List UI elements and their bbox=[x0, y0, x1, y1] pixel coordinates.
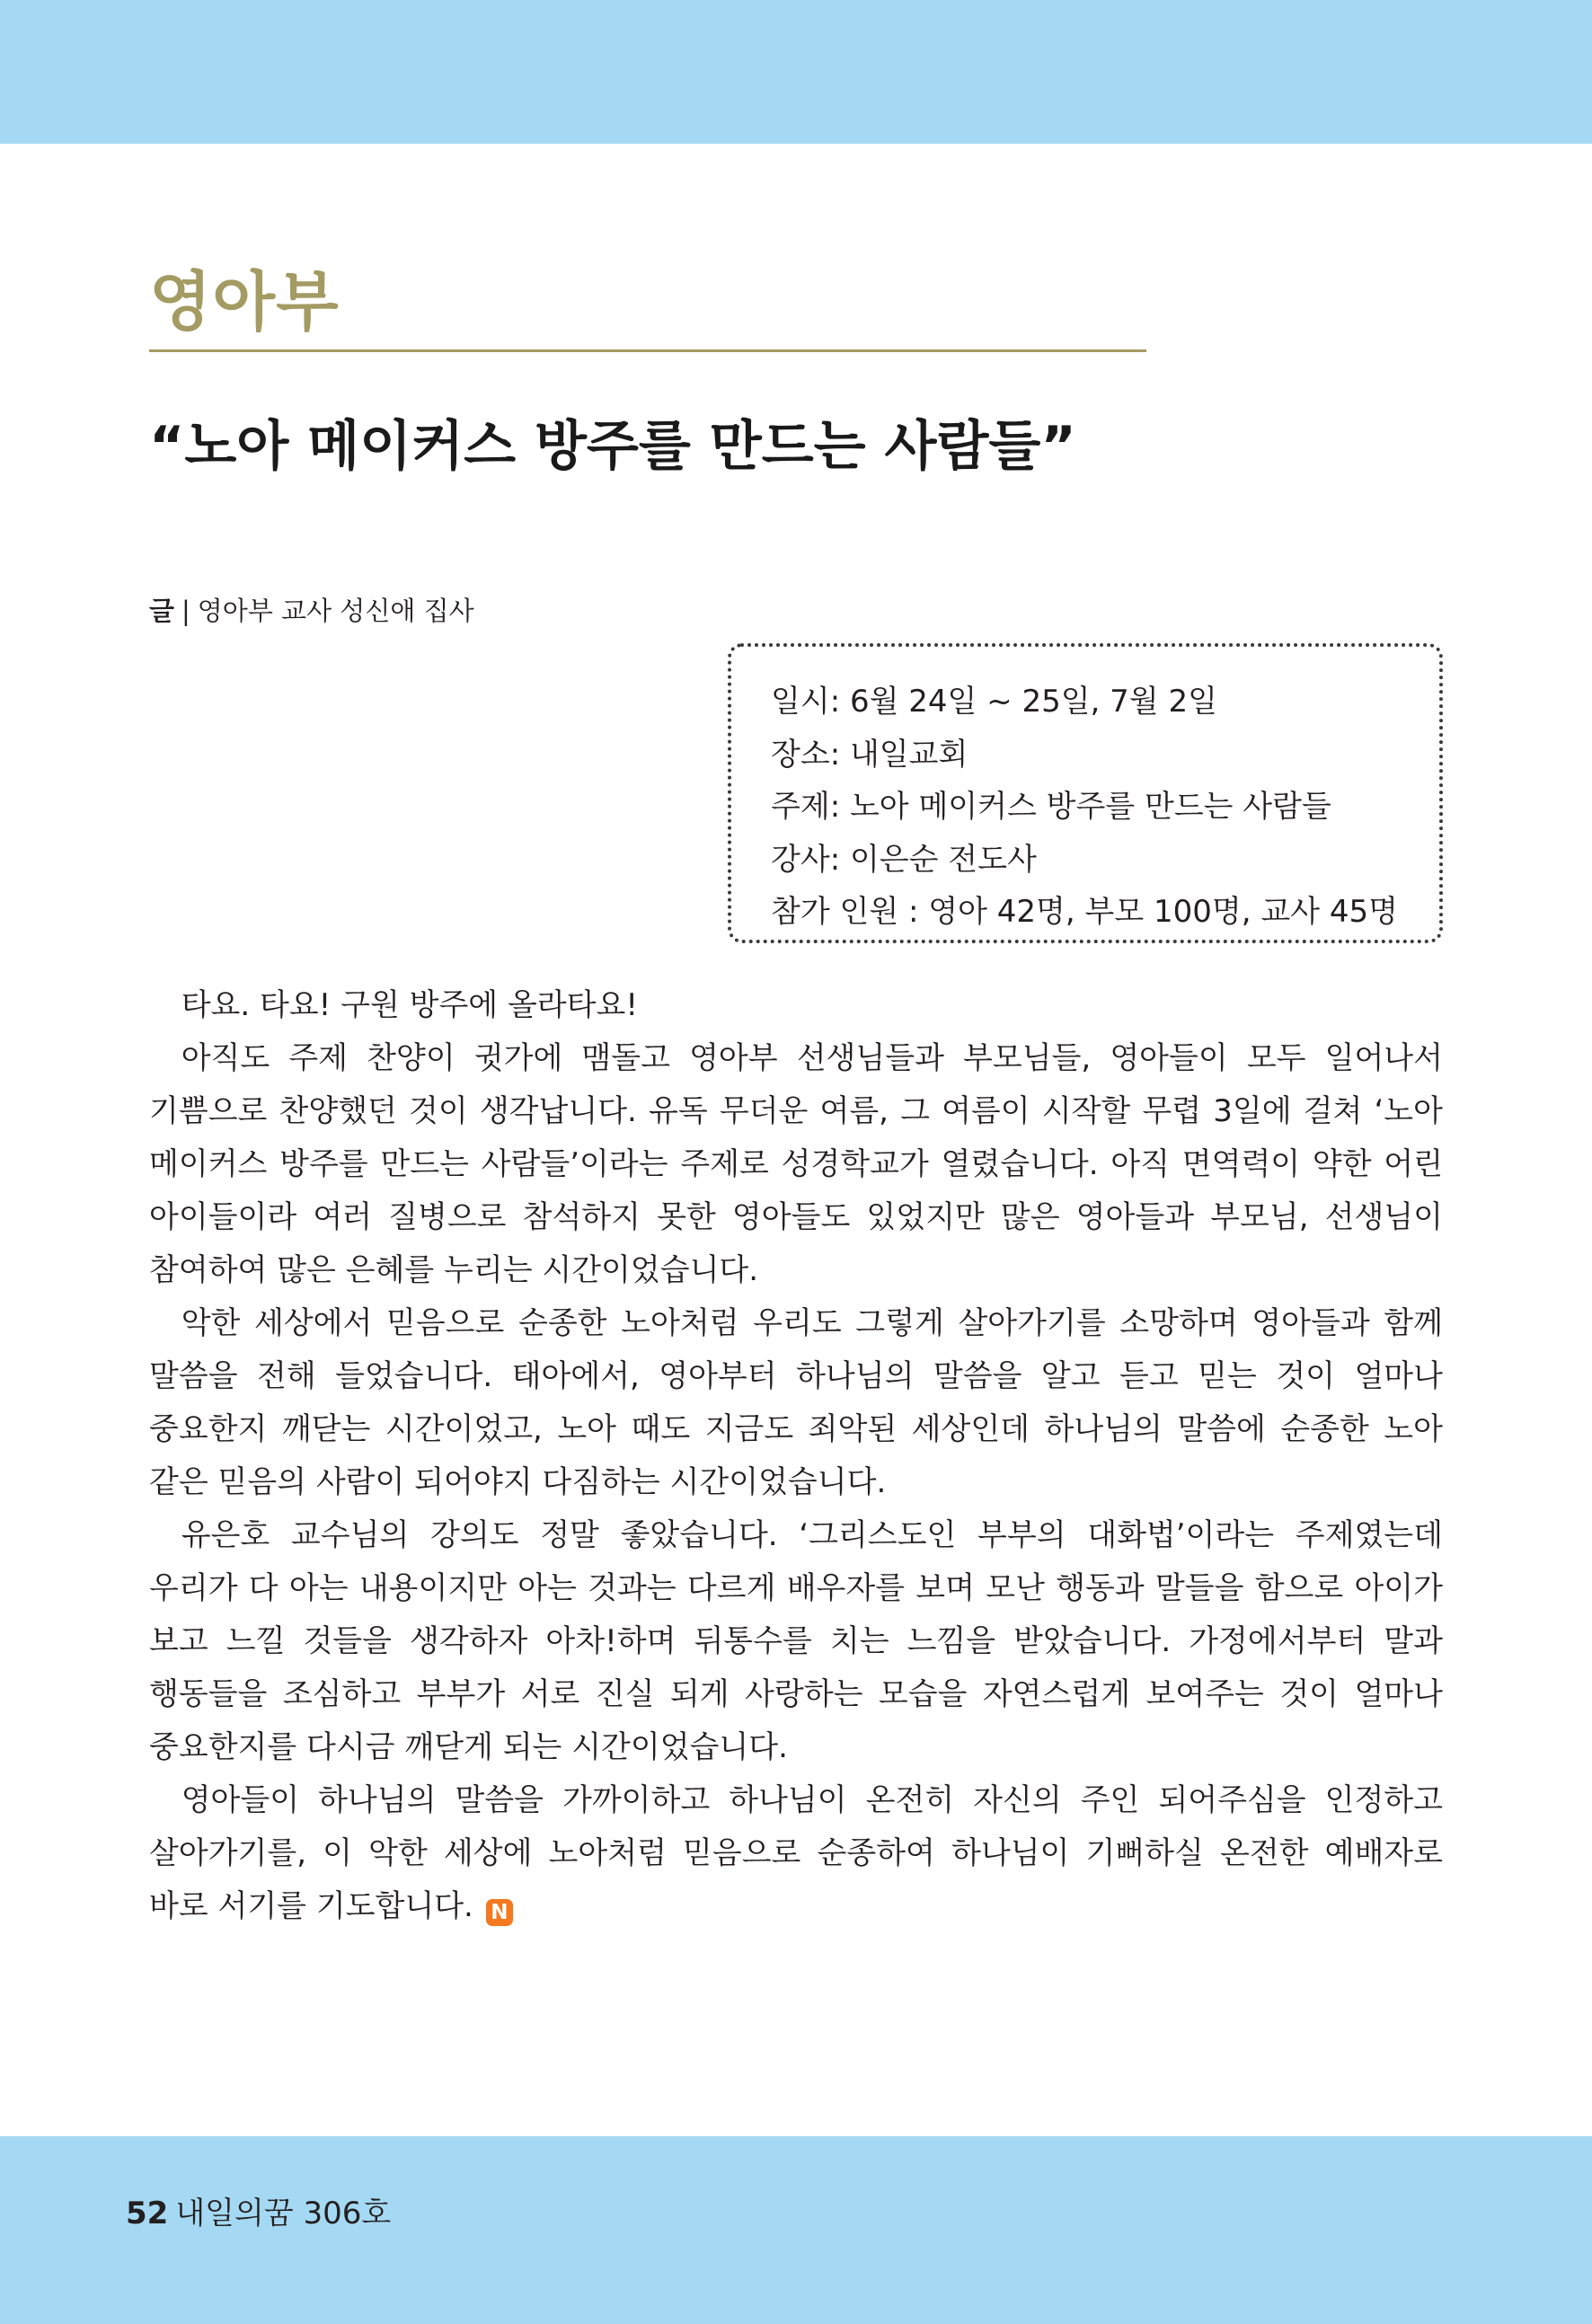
paragraph: 타요. 타요! 구원 방주에 올라타요! bbox=[181, 987, 638, 1023]
info-speaker: 강사: 이은순 전도사 bbox=[771, 841, 1037, 878]
paragraph-last bbox=[149, 1774, 1443, 1933]
info-theme: 주제: 노아 메이커스 방주를 만드는 사람들 bbox=[771, 789, 1331, 825]
paragraph: 아직도 주제 찬양이 귓가에 맴돌고 영아부 선생님들과 부모님들, 영아들이 모두 일어나서 기쁨으로 찬양했던 것이 생각납니다. 유독 무더운 여름, 그 여름이 시작할 무렵 3일에 걸쳐 ‘노아 메이커스 방주를 만드는 사람들’이라는 주제로 성경학교가 열렸습니다. 아직 면역력이 약한 어린 아이들이라 여러 질병으로 참석하지 못한 영아들도 있었지만 많은 영아들과 부모님, 선생님이 참여하여 많은 은혜를 누리는 시간이었습니다. bbox=[149, 1040, 1443, 1288]
info-place: 장소: 내일교회 bbox=[771, 736, 968, 773]
byline bbox=[149, 593, 474, 629]
article-title: “노아 메이커스 방주를 만드는 사람들” bbox=[149, 415, 1076, 478]
info-date: 일시: 6월 24일 ~ 25일, 7월 2일 bbox=[771, 684, 1217, 720]
publication-name: 내일의꿈 306호 bbox=[175, 2196, 392, 2231]
paragraph: 악한 세상에서 믿음으로 순종한 노아처럼 우리도 그렇게 살아가기를 소망하며 영아들과 함께 말씀을 전해 들었습니다. 태아에서, 영아부터 하나님의 말씀을 알고 듣고 믿는 것이 얼마나 중요한지 깨닫는 시간이었고, 노아 때도 지금도 죄악된 세상인데 하나님의 말씀에 순종한 노아 같은 믿음의 사람이 되어야지 다짐하는 시간이었습니다. bbox=[149, 1305, 1443, 1500]
paragraph: 유은호 교수님의 강의도 정말 좋았습니다. ‘그리스도인 부부의 대화법’이라는 주제였는데 우리가 다 아는 내용이지만 아는 것과는 다르게 배우자를 보며 모난 행동과 말들을 함으로 아이가 보고 느낄 것들을 생각하자 아차!하며 뒤통수를 치는 느낌을 받았습니다. 가정에서부터 말과 행동들을 조심하고 부부가 서로 진실 되게 사랑하는 모습을 자연스럽게 보여주는 것이 얼마나 중요한지를 다시금 깨닫게 되는 시간이었습니다. bbox=[149, 1517, 1443, 1765]
byline-author: 영아부 교사 성신애 집사 bbox=[197, 596, 474, 626]
byline-separator: | bbox=[181, 596, 190, 626]
info-attendance: 참가 인원 : 영아 42명, 부모 100명, 교사 45명 bbox=[771, 894, 1398, 930]
article-body bbox=[149, 979, 1443, 1933]
end-mark-icon: N bbox=[486, 1899, 513, 1926]
page-number: 52 bbox=[126, 2196, 169, 2231]
page-footer bbox=[126, 2192, 391, 2235]
section-title: 영아부 bbox=[149, 263, 340, 340]
byline-label: 글 bbox=[149, 596, 175, 626]
section-divider bbox=[149, 349, 1146, 352]
top-color-band bbox=[0, 0, 1592, 144]
paragraph-last-text: 영아들이 하나님의 말씀을 가까이하고 하나님이 온전히 자신의 주인 되어주심을 인정하고 살아가기를, 이 악한 세상에 노아처럼 믿음으로 순종하여 하나님이 기뻐하실 온전한 예배자로 바로 서기를 기도합니다. bbox=[149, 1782, 1443, 1924]
event-info-box bbox=[728, 643, 1443, 943]
